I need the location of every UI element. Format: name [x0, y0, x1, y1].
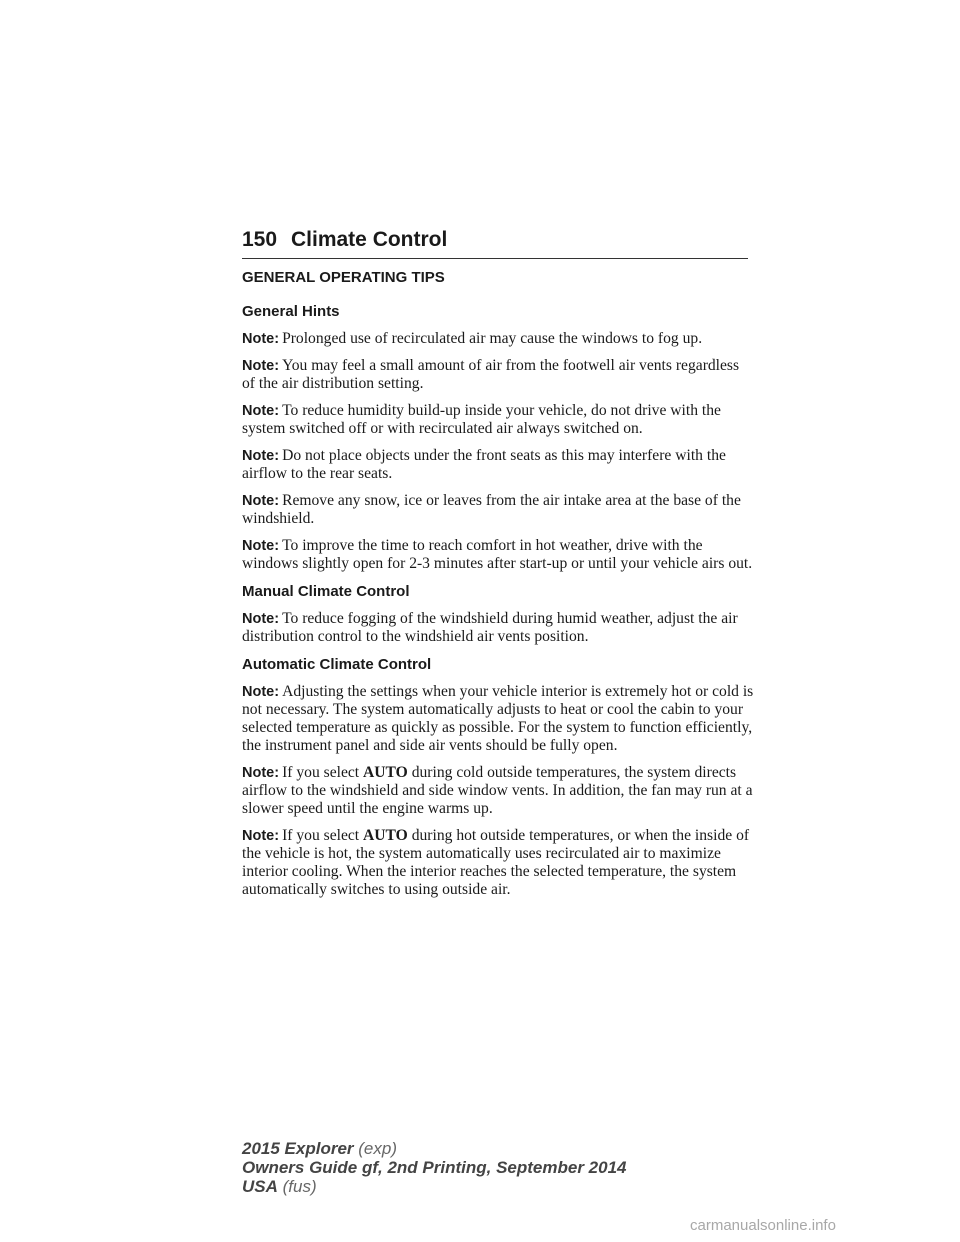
note-label: Note: [242, 403, 280, 419]
note-label: Note: [242, 358, 280, 374]
chapter-title: Climate Control [291, 228, 448, 251]
footer-guide-line [242, 1158, 626, 1177]
note-text: If you select [282, 764, 364, 781]
note-paragraph [242, 683, 754, 755]
footer-market-code: (fus) [282, 1177, 317, 1196]
note-label: Note: [242, 684, 280, 700]
note-paragraph [242, 330, 754, 348]
note-label: Note: [242, 611, 280, 627]
footer-guide: Owners Guide gf, 2nd Printing, September 2014 [242, 1158, 627, 1177]
page-footer [242, 1139, 626, 1196]
note-text: during cold outside temperatures, the system directs airflow to the windshield and side window vents. In addition, the fan may run at a slower speed until the engine warms up. [242, 764, 753, 817]
page-content [242, 268, 754, 908]
note-text: Do not place objects under the front seats as this may interfere with the airflow to the rear seats. [242, 447, 726, 482]
note-text: You may feel a small amount of air from the footwell air vents regardless of the air distribution setting. [242, 357, 740, 392]
watermark: carmanualsonline.info [690, 1217, 836, 1234]
note-paragraph [242, 447, 754, 483]
note-paragraph [242, 357, 754, 393]
note-label: Note: [242, 448, 280, 464]
footer-market: USA [242, 1177, 278, 1196]
note-text: To reduce humidity build-up inside your vehicle, do not drive with the system switched off or with recirculated air always switched on. [242, 402, 721, 437]
note-text: To reduce fogging of the windshield during humid weather, adjust the air distribution control to the windshield air vents position. [242, 610, 738, 645]
note-paragraph [242, 827, 754, 899]
note-paragraph [242, 492, 754, 528]
note-text: If you select [282, 827, 364, 844]
auto-keyword: AUTO [363, 764, 408, 781]
manual-climate-notes [242, 610, 754, 646]
footer-model-code: (exp) [358, 1139, 397, 1158]
note-label: Note: [242, 828, 280, 844]
note-text: during hot outside temperatures, or when the inside of the vehicle is hot, the system automatically uses recirculated air to maximize interior cooling. When the interior reaches the selected temperature, the system automatically switches to using outside air. [242, 827, 750, 898]
note-paragraph [242, 402, 754, 438]
manual-climate-heading: Manual Climate Control [242, 583, 410, 600]
note-text: Prolonged use of recirculated air may cause the windows to fog up. [282, 330, 703, 347]
automatic-climate-heading: Automatic Climate Control [242, 656, 432, 673]
note-paragraph [242, 764, 754, 818]
general-hints-notes [242, 330, 754, 573]
note-paragraph [242, 610, 754, 646]
page-header [242, 228, 748, 259]
footer-market-line [242, 1177, 626, 1196]
page-number: 150 [242, 228, 278, 251]
section-title: GENERAL OPERATING TIPS [242, 269, 445, 286]
note-label: Note: [242, 493, 280, 509]
general-hints-heading: General Hints [242, 303, 340, 320]
note-label: Note: [242, 538, 280, 554]
note-label: Note: [242, 331, 280, 347]
note-paragraph [242, 537, 754, 573]
note-label: Note: [242, 765, 280, 781]
note-text: Remove any snow, ice or leaves from the air intake area at the base of the windshield. [242, 492, 741, 527]
note-text: Adjusting the settings when your vehicle interior is extremely hot or cold is not necessary. The system automatically adjusts to heat or cool the cabin to your selected temperature as quickly as possible. For the system to function efficiently, the instrument panel and side air vents should be fully open. [242, 683, 754, 754]
footer-model-line [242, 1139, 626, 1158]
auto-keyword: AUTO [363, 827, 408, 844]
note-text: To improve the time to reach comfort in hot weather, drive with the windows slightly open for 2-3 minutes after start-up or until your vehicle airs out. [242, 537, 753, 572]
footer-model: 2015 Explorer [242, 1139, 354, 1158]
